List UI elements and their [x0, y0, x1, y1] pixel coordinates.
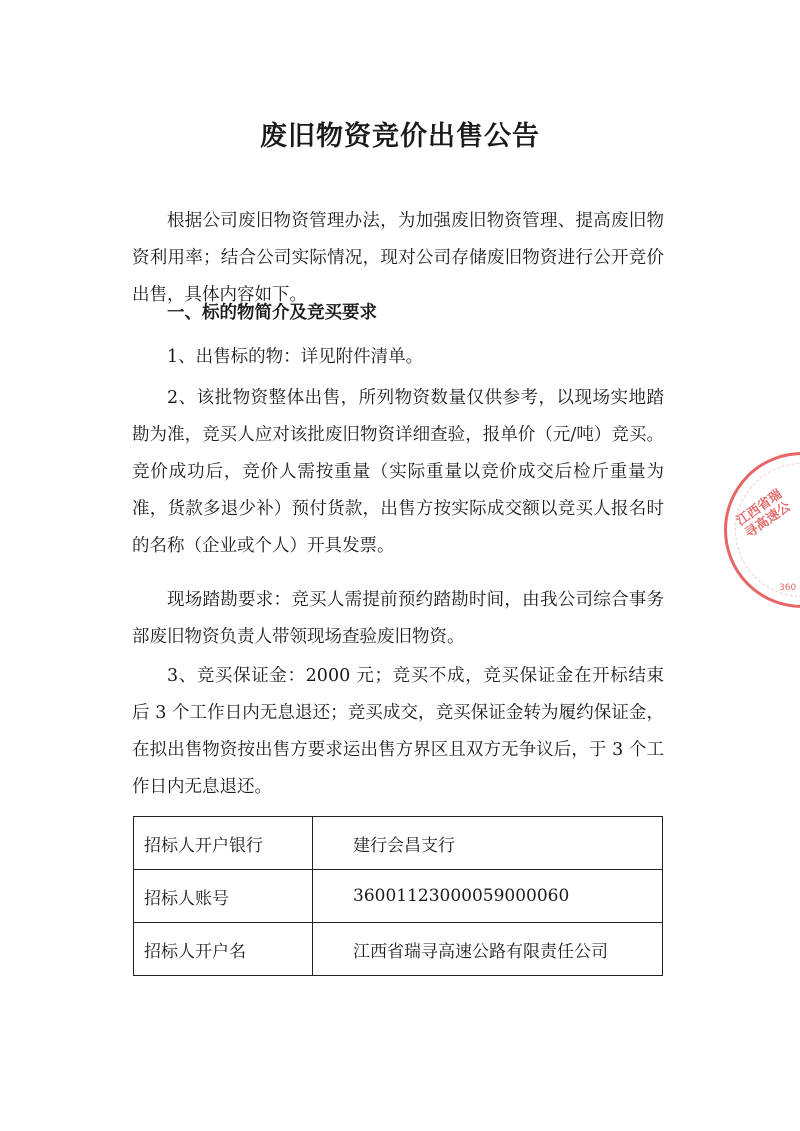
intro-paragraph: 根据公司废旧物资管理办法，为加强废旧物资管理、提高废旧物资利用率；结合公司实际情况，现对公司存储废旧物资进行公开竞价出售，具体内容如下。 — [132, 211, 664, 305]
account-label: 招标人账号 — [134, 870, 313, 923]
account-value: 36001123000059000060 — [313, 870, 663, 923]
seal-number: 360 — [779, 583, 797, 593]
bank-label: 招标人开户银行 — [134, 817, 313, 870]
item-3-paragraph: 3、竞买保证金：2000 元；竞买不成，竞买保证金在开标结束后 3 个工作日内无息退还；竞买成交，竞买保证金转为履约保证金，在拟出售物资按出售方要求运出售方界区且双方无争议后，于 3 个工作日内无息退还。 — [132, 666, 664, 797]
table-row — [134, 870, 663, 923]
seal-text: 江西省瑞寻高速公 — [733, 487, 794, 542]
section-heading: 一、标的物简介及竞买要求 — [167, 303, 377, 323]
item-1-paragraph: 1、出售标的物：详见附件清单。 — [167, 347, 424, 367]
account-name-value: 江西省瑞寻高速公路有限责任公司 — [313, 923, 663, 976]
company-seal-stamp — [724, 452, 800, 608]
site-visit-paragraph: 现场踏勘要求：竞买人需提前预约踏勘时间，由我公司综合事务部废旧物资负责人带领现场查验废旧物资。 — [132, 590, 664, 647]
item-2-paragraph: 2、该批物资整体出售，所列物资数量仅供参考，以现场实地踏勘为准，竞买人应对该批废旧物资详细查验，报单价（元/吨）竞买。竞价成功后，竞价人需按重量（实际重量以竞价成交后检斤重量为准，货款多退少补）预付货款，出售方按实际成交额以竞买人报名时的名称（企业或个人）开具发票。 — [132, 388, 664, 556]
bank-value: 建行会昌支行 — [313, 817, 663, 870]
account-name-label: 招标人开户名 — [134, 923, 313, 976]
document-title: 废旧物资竞价出售公告 — [260, 121, 540, 152]
table-row — [134, 923, 663, 976]
table-row — [134, 817, 663, 870]
bank-info-table — [133, 816, 663, 976]
